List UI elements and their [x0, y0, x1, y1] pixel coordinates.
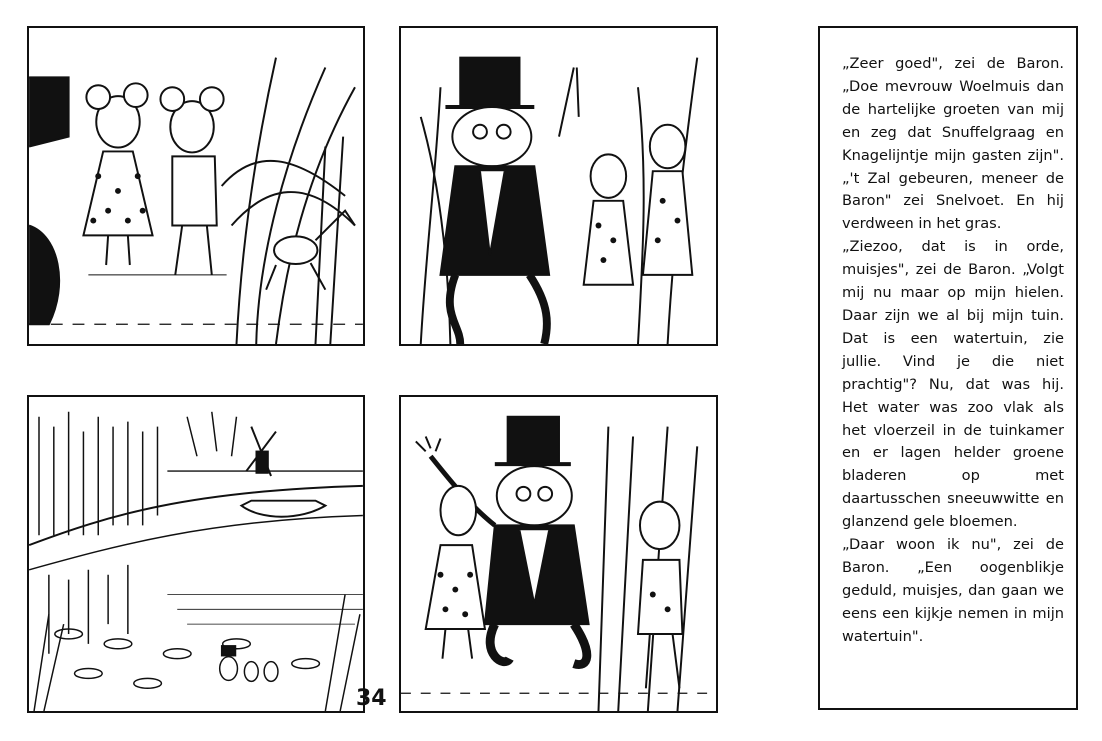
frog-baron-drawing [401, 28, 716, 344]
illustration-panel-1 [27, 26, 365, 346]
illustration-panel-2 [399, 26, 718, 346]
illustration-panel-4 [399, 395, 718, 713]
illustration-panel-3 [27, 395, 365, 713]
story-text [842, 53, 1064, 649]
mice-and-grasshopper-drawing [29, 28, 363, 344]
frog-baron-gesturing-drawing [401, 397, 716, 711]
story-paragraph-3: „Daar woon ik nu", zei de Baron. „Een oogenblikje geduld, muisjes, dan gaan we eens een kijkje nemen in mijn watertuin". [842, 536, 1064, 645]
water-garden-drawing [29, 397, 363, 711]
story-text-box [818, 26, 1078, 710]
story-paragraph-2: „Ziezoo, dat is in orde, muisjes", zei de Baron. „Volgt mij nu maar op mijn hielen. Daar zijn we al bij mijn tuin. Dat is een watertuin, zie jullie. Vind je die niet prachtig"? Nu, dat was hij. Het water was zoo vlak als het vloerzeil in de tuinkamer en er lagen helder groene bladeren op met daartusschen sneeuwwitte en glanzend gele bloemen. [842, 238, 1064, 531]
story-paragraph-1: „Zeer goed", zei de Baron. „Doe mevrouw Woelmuis dan de hartelijke groeten van mij en zeg dat Snuffelgraag en Knagelijntje mijn gasten zijn". „'t Zal gebeuren, meneer de Baron" zei Snelvoet. En hij verdween in het gras. [842, 55, 1064, 233]
page-number: 34 [356, 686, 387, 711]
